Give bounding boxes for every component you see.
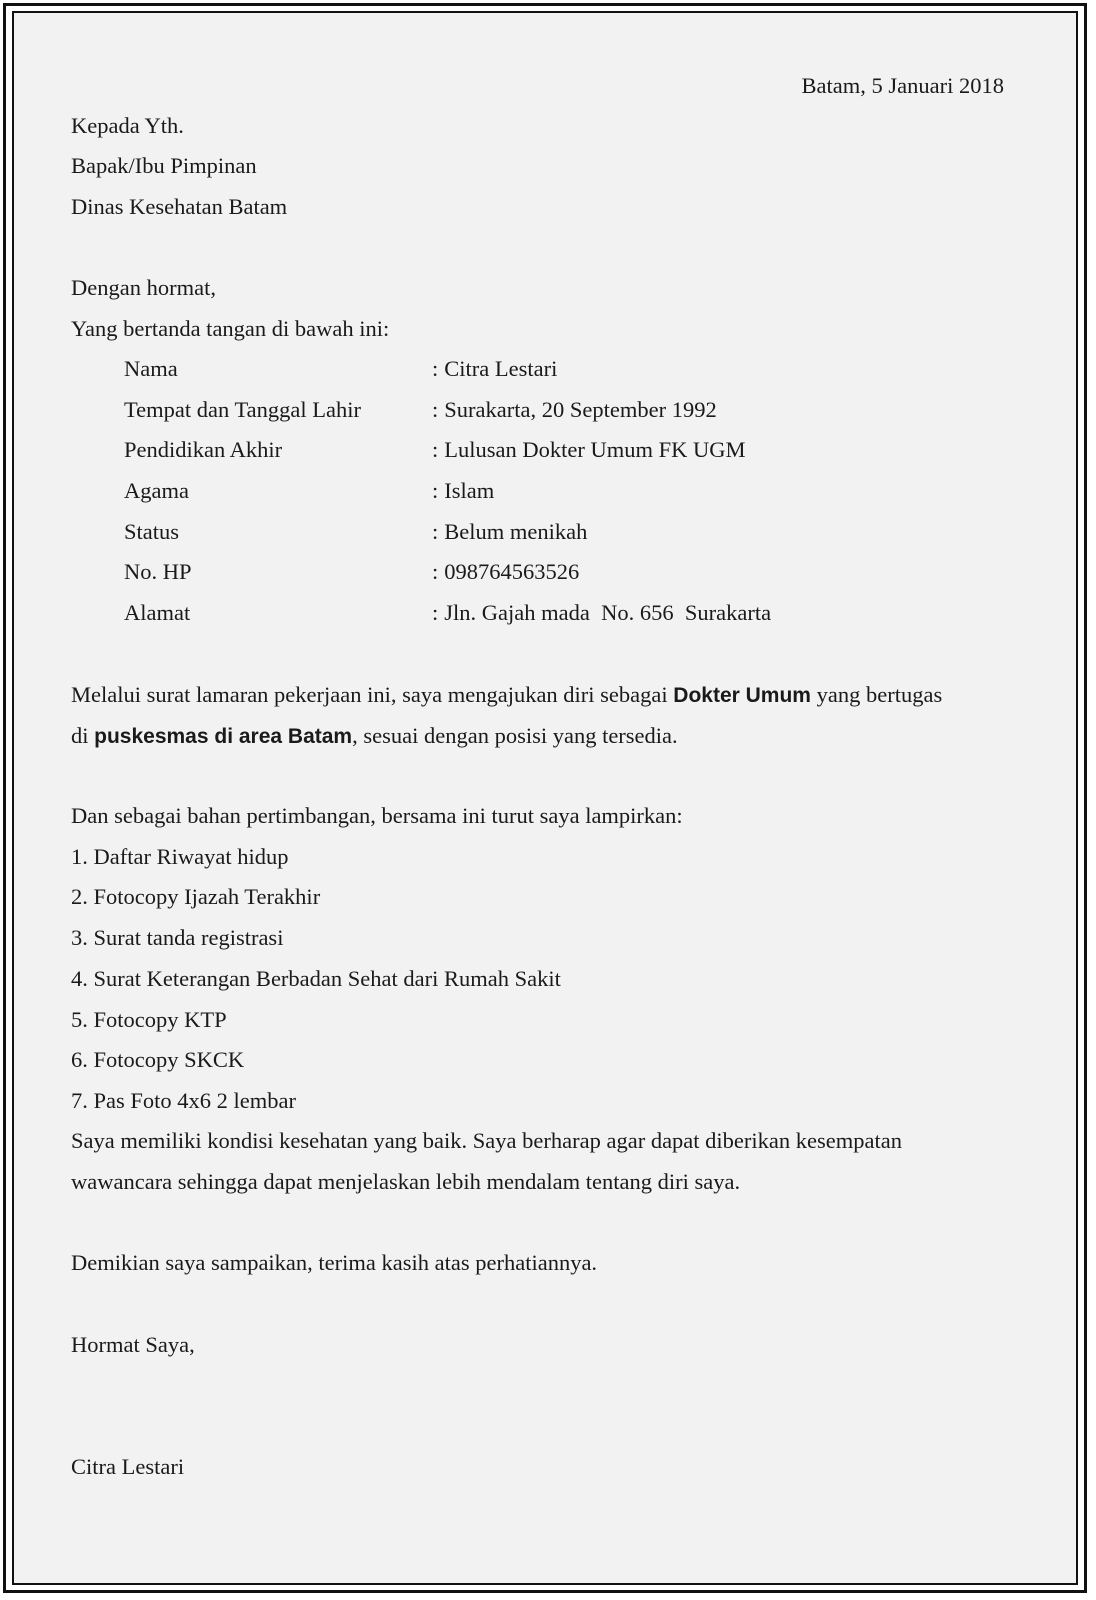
health-line-2: wawancara sehingga dapat menjelaskan lebih mendalam tentang diri saya. — [71, 1169, 741, 1194]
letter-date: Batam, 5 Januari 2018 — [801, 73, 1004, 98]
purpose-text: yang bertugas — [810, 682, 943, 707]
salutation: Dengan hormat, — [71, 275, 216, 300]
attachment-item: 3. Surat tanda registrasi — [71, 925, 284, 950]
field-colon: : — [432, 397, 439, 422]
purpose-text: di — [71, 723, 95, 748]
field-value-text: Surakarta, 20 September 1992 — [444, 397, 717, 422]
field-value-status — [432, 517, 587, 547]
attachment-item: 6. Fotocopy SKCK — [71, 1047, 245, 1072]
signature-name: Citra Lestari — [71, 1454, 185, 1479]
field-value-hp — [432, 557, 579, 587]
attachment-item: 2. Fotocopy Ijazah Terakhir — [71, 884, 321, 909]
field-label-agama: Agama — [124, 478, 189, 503]
attachment-item: 7. Pas Foto 4x6 2 lembar — [71, 1088, 296, 1113]
purpose-text: Melalui surat lamaran pekerjaan ini, saya mengajukan diri sebagai — [71, 682, 674, 707]
field-value-text: Jln. Gajah mada No. 656 Surakarta — [444, 600, 772, 625]
field-colon: : — [432, 356, 439, 381]
intro-text: Yang bertanda tangan di bawah ini: — [71, 316, 390, 341]
closing-text: Demikian saya sampaikan, terima kasih atas perhatiannya. — [71, 1250, 598, 1275]
regards-text: Hormat Saya, — [71, 1332, 195, 1357]
attachment-item: 1. Daftar Riwayat hidup — [71, 844, 289, 869]
work-location: puskesmas di area Batam — [94, 725, 353, 748]
field-value-text: Islam — [444, 478, 495, 503]
recipient-line-1: Kepada Yth. — [71, 113, 184, 138]
field-value-nama — [432, 354, 557, 384]
field-label-nama: Nama — [124, 356, 178, 381]
attachments-intro: Dan sebagai bahan pertimbangan, bersama ini turut saya lampirkan: — [71, 803, 683, 828]
position-title: Dokter Umum — [673, 684, 811, 707]
field-label-pendidikan: Pendidikan Akhir — [124, 437, 283, 462]
field-value-alamat — [432, 598, 771, 628]
field-label-hp: No. HP — [124, 559, 192, 584]
field-value-text: Lulusan Dokter Umum FK UGM — [444, 437, 746, 462]
recipient-line-2: Bapak/Ibu Pimpinan — [71, 153, 257, 178]
field-value-text: Belum menikah — [444, 519, 588, 544]
purpose-line-1 — [71, 680, 942, 711]
attachment-item: 4. Surat Keterangan Berbadan Sehat dari Rumah Sakit — [71, 966, 561, 991]
recipient-line-3: Dinas Kesehatan Batam — [71, 194, 288, 219]
purpose-text: , sesuai dengan posisi yang tersedia. — [352, 723, 678, 748]
field-label-ttl: Tempat dan Tanggal Lahir — [124, 397, 361, 422]
field-colon: : — [432, 437, 439, 462]
field-colon: : — [432, 600, 439, 625]
field-value-text: 098764563526 — [444, 559, 580, 584]
field-value-text: Citra Lestari — [444, 356, 558, 381]
field-colon: : — [432, 478, 439, 503]
field-label-status: Status — [124, 519, 180, 544]
field-value-ttl — [432, 395, 717, 425]
field-value-pendidikan — [432, 435, 746, 465]
purpose-line-2 — [71, 721, 678, 752]
attachment-item: 5. Fotocopy KTP — [71, 1007, 227, 1032]
health-line-1: Saya memiliki kondisi kesehatan yang baik. Saya berharap agar dapat diberikan kesempatan — [71, 1128, 902, 1153]
field-colon: : — [432, 519, 439, 544]
field-label-alamat: Alamat — [124, 600, 191, 625]
field-colon: : — [432, 559, 439, 584]
field-value-agama — [432, 476, 494, 506]
